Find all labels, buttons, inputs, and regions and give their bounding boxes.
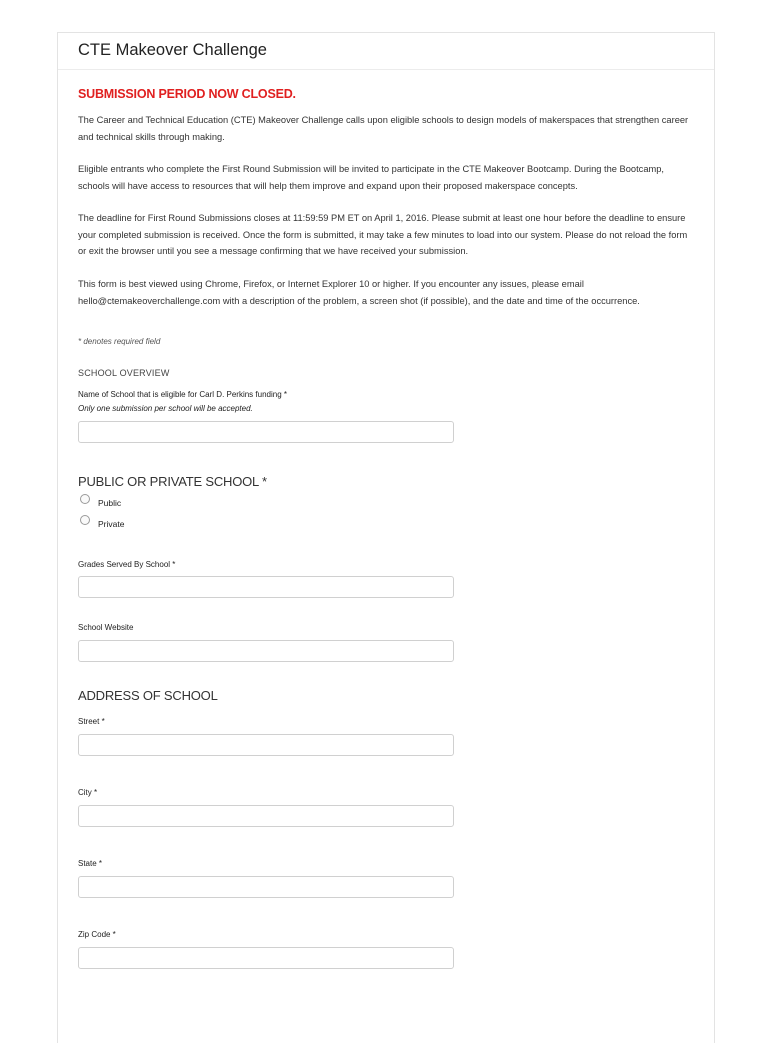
- street-label: Street *: [78, 717, 105, 726]
- school-name-input[interactable]: [78, 421, 454, 443]
- intro-paragraph-1: The Career and Technical Education (CTE) Makeover Challenge calls upon eligible schools to design models of makerspaces that strengthen career and technical skills through making.: [78, 115, 689, 142]
- title-divider: [58, 69, 714, 70]
- radio-option-private[interactable]: [80, 519, 124, 529]
- intro-paragraph-2: Eligible entrants who complete the First Round Submission will be invited to participate in the CTE Makeover Bootcamp. During the Bootcamp, schools will have access to resources that will help them improve and expand upon their proposed makerspace concepts.: [78, 164, 664, 191]
- radio-private-label: Private: [98, 519, 125, 529]
- radio-public-button[interactable]: [80, 494, 90, 504]
- city-input[interactable]: [78, 805, 454, 827]
- zip-label: Zip Code *: [78, 930, 116, 939]
- form-card: [57, 32, 715, 1043]
- state-label: State *: [78, 859, 103, 868]
- required-note: * denotes required field: [78, 337, 161, 346]
- radio-private-button[interactable]: [80, 515, 90, 525]
- state-input[interactable]: [78, 876, 454, 898]
- zip-input[interactable]: [78, 947, 454, 969]
- radio-option-public[interactable]: [80, 498, 121, 508]
- city-label: City *: [78, 788, 98, 797]
- section-address: ADDRESS OF SCHOOL: [78, 688, 218, 703]
- section-school-overview: SCHOOL OVERVIEW: [78, 368, 170, 378]
- form-title: CTE Makeover Challenge: [78, 41, 267, 59]
- section-public-private: PUBLIC OR PRIVATE SCHOOL *: [78, 474, 267, 489]
- intro-paragraph-4: This form is best viewed using Chrome, Firefox, or Internet Explorer 10 or higher. If you encounter any issues, please email hello@ctemakeoverchallenge.com with a description of the problem, a screen shot (if possible), and the date and time of the occurrence.: [78, 279, 640, 306]
- grades-label: Grades Served By School *: [78, 560, 176, 569]
- grades-input[interactable]: [78, 576, 454, 598]
- school-name-note: Only one submission per school will be accepted.: [78, 404, 253, 413]
- website-input[interactable]: [78, 640, 454, 662]
- radio-public-label: Public: [98, 498, 122, 508]
- school-name-label: Name of School that is eligible for Carl D. Perkins funding *: [78, 390, 287, 399]
- intro-paragraph-3: The deadline for First Round Submissions closes at 11:59:59 PM ET on April 1, 2016. Please submit at least one hour before the deadline to ensure your completed submission is received. Once the form is submitted, it may take a few minutes to load into our system. Please do not reload the form or exit the browser until you see a message confirming that we have received your submission.: [78, 213, 688, 256]
- closed-notice: SUBMISSION PERIOD NOW CLOSED.: [78, 87, 296, 101]
- website-label: School Website: [78, 623, 134, 632]
- street-input[interactable]: [78, 734, 454, 756]
